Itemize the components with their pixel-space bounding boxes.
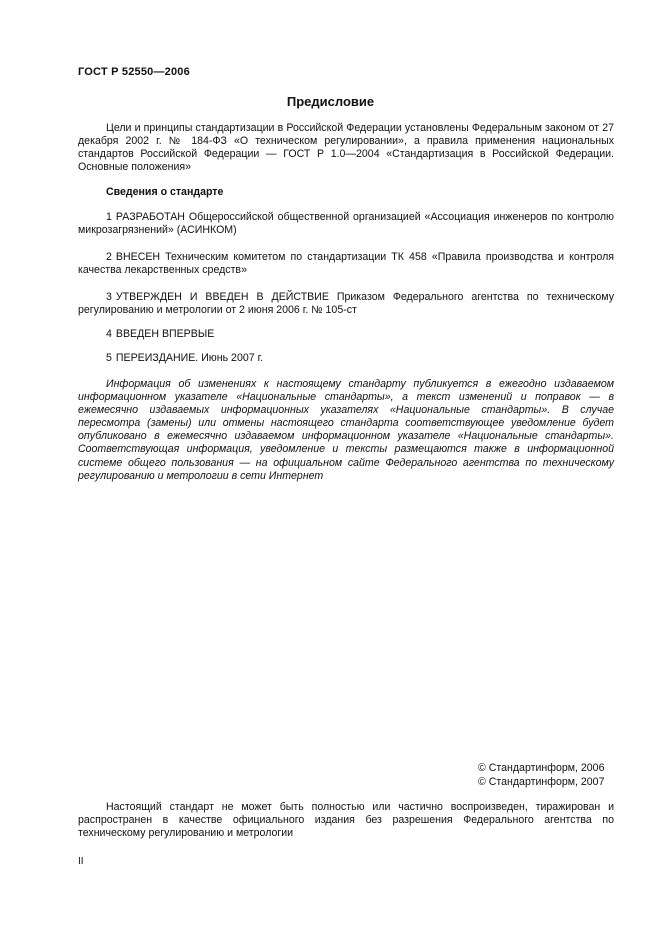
item-number: 3 [106, 291, 112, 303]
reproduction-note: Настоящий стандарт не может быть полностью или частично воспроизведен, тиражирован и распространен в качестве официального издания без разрешения Федерального агентства по техническому регулированию и метрологии [78, 801, 614, 840]
item-text: ПЕРЕИЗДАНИЕ. Июнь 2007 г. [115, 352, 264, 364]
item-text: РАЗРАБОТАН Общероссийской общественной организацией «Ассоциация инженеров по контролю микрозагрязнений» (АСИНКОМ) [78, 211, 614, 237]
preface-intro: Цели и принципы стандартизации в Российской Федерации установлены Федеральным законом от 27 декабря 2002 г. № 184-ФЗ «О техническом регулировании», а правила применения национальных стандартов Российской Федерации — ГОСТ Р 1.0—2004 «Стандартизация в Российской Федерации. Основные положения» [78, 122, 614, 174]
copyright-line-2: © Стандартинформ, 2007 [478, 775, 605, 788]
item-number: 2 [106, 251, 112, 263]
standard-info-heading: Сведения о стандарте [106, 186, 224, 198]
item-text: ВНЕСЕН Техническим комитетом по стандартизации ТК 458 «Правила производства и контроля качества лекарственных средств» [78, 251, 614, 277]
standard-info-item-5 [78, 352, 614, 365]
copyright-line-1: © Стандартинформ, 2006 [478, 762, 605, 774]
standard-info-item-4 [78, 328, 614, 341]
standard-info-item-3 [78, 291, 614, 317]
standard-info-item-2 [78, 251, 614, 277]
item-text: УТВЕРЖДЕН И ВВЕДЕН В ДЕЙСТВИЕ Приказом Федерального агентства по техническому регулированию и метрологии от 2 июня 2006 г. № 105-ст [78, 291, 614, 317]
amendments-notice: Информация об изменениях к настоящему стандарту публикуется в ежегодно издаваемом информационном указателе «Национальные стандарты», а текст изменений и поправок — в ежемесячно издаваемых информационных указателях «Национальные стандарты». В случае пересмотра (замены) или отмены настоящего стандарта соответствующее уведомление будет опубликовано в ежемесячно издаваемом информационном указателе «Национальные стандарты». Соответствующая информация, уведомление и тексты размещаются также в информационной системе общего пользования — на официальном сайте Федерального агентства по техническому регулированию и метрологии в сети Интернет [78, 378, 614, 482]
item-number: 5 [106, 352, 112, 364]
item-number: 4 [106, 328, 112, 340]
standard-code-header: ГОСТ Р 52550—2006 [78, 66, 190, 78]
standard-info-item-1 [78, 211, 614, 237]
item-number: 1 [106, 211, 112, 223]
page-number: II [78, 856, 84, 867]
preface-title: Предисловие [286, 94, 375, 109]
copyright-block [478, 762, 618, 789]
item-text: ВВЕДЕН ВПЕРВЫЕ [115, 328, 215, 340]
